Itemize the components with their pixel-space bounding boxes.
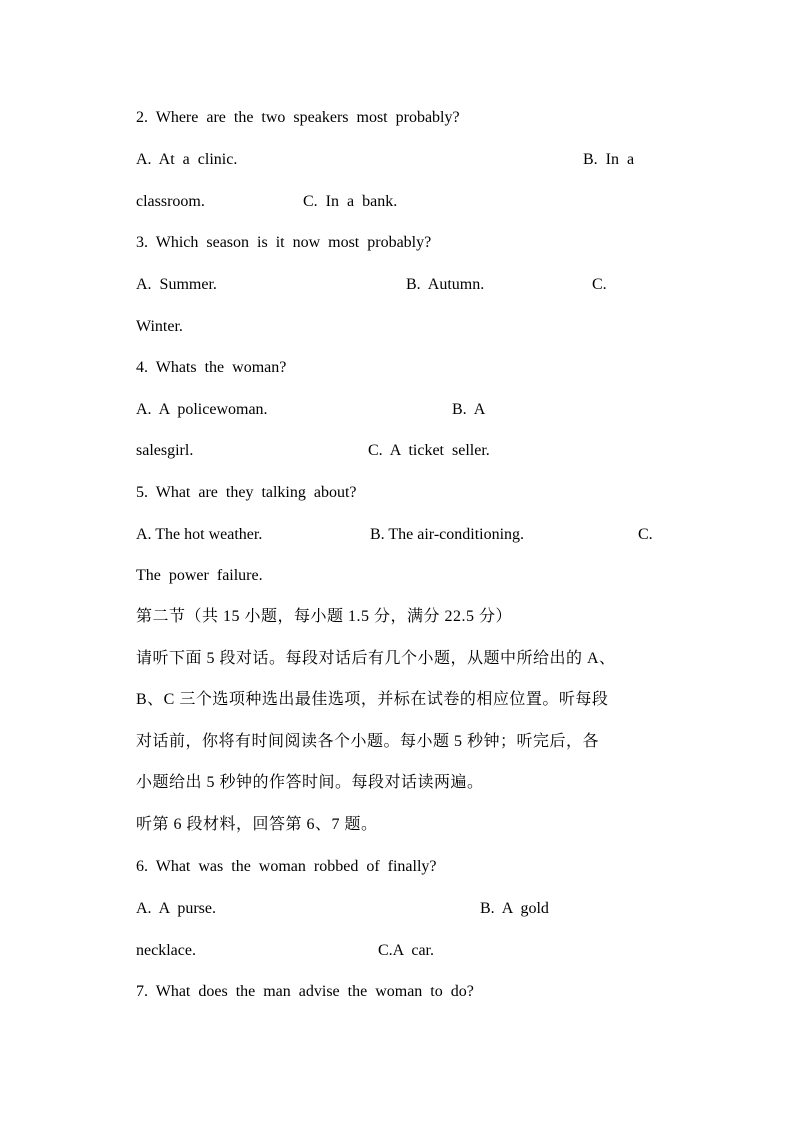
q3-option-c-continued: Winter. bbox=[136, 318, 183, 335]
section-instructions-line-2: B、C 三个选项种选出最佳选项，并标在试卷的相应位置。听每段 bbox=[136, 691, 609, 708]
q5-stem: 5. What are they talking about? bbox=[136, 484, 357, 501]
q2-option-b: B. In a bbox=[583, 151, 635, 168]
q3-stem: 3. Which season is it now most probably? bbox=[136, 234, 432, 251]
q5-option-a: A. The hot weather. bbox=[136, 526, 263, 543]
q6-stem: 6. What was the woman robbed of finally? bbox=[136, 858, 437, 875]
section-heading: 第二节（共 15 小题，每小题 1.5 分，满分 22.5 分） bbox=[136, 608, 513, 625]
q5-option-c-continued: The power failure. bbox=[136, 567, 263, 584]
section-instructions-line-3: 对话前，你将有时间阅读各个小题。每小题 5 秒钟；听完后，各 bbox=[136, 733, 600, 750]
q4-stem: 4. Whats the woman? bbox=[136, 359, 287, 376]
q6-option-b: B. A gold bbox=[480, 900, 549, 917]
q2-option-b-continued: classroom. bbox=[136, 193, 205, 210]
q4-option-b-continued: salesgirl. bbox=[136, 442, 194, 459]
q4-option-b: B. A bbox=[452, 401, 486, 418]
section-instructions-line-4: 小题给出 5 秒钟的作答时间。每段对话读两遍。 bbox=[136, 774, 484, 791]
q4-option-a: A. A policewoman. bbox=[136, 401, 268, 418]
q3-option-a: A. Summer. bbox=[136, 276, 217, 293]
q6-option-a: A. A purse. bbox=[136, 900, 216, 917]
q3-option-b: B. Autumn. bbox=[406, 276, 485, 293]
section-instructions-line-1: 请听下面 5 段对话。每段对话后有几个小题，从题中所给出的 A、 bbox=[136, 650, 616, 667]
q6-option-c: C.A car. bbox=[378, 942, 434, 959]
q5-option-b: B. The air-conditioning. bbox=[370, 526, 525, 543]
q4-option-c: C. A ticket seller. bbox=[368, 442, 490, 459]
q7-stem: 7. What does the man advise the woman to do? bbox=[136, 983, 474, 1000]
q3-option-c: C. bbox=[592, 276, 607, 293]
q2-stem: 2. Where are the two speakers most probably? bbox=[136, 109, 460, 126]
q2-option-c: C. In a bank. bbox=[303, 193, 398, 210]
q6-option-b-continued: necklace. bbox=[136, 942, 196, 959]
q5-option-c: C. bbox=[638, 526, 653, 543]
q2-option-a: A. At a clinic. bbox=[136, 151, 238, 168]
material-6-instruction: 听第 6 段材料，回答第 6、7 题。 bbox=[136, 816, 378, 833]
